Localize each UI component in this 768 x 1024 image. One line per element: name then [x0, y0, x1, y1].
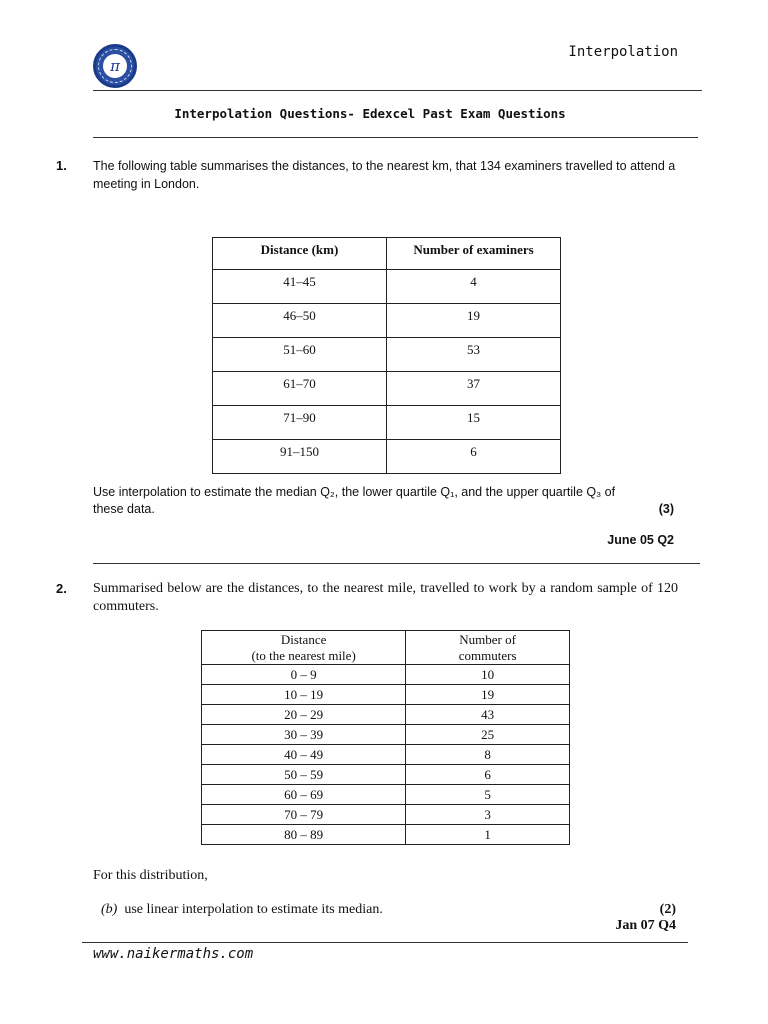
- table-row: [202, 685, 570, 705]
- question-2-part-b: [101, 901, 383, 919]
- table-cell: 5: [406, 785, 570, 805]
- question-1-instruction: Use interpolation to estimate the median Q₂, the lower quartile Q₁, and the upper quartile Q₃ of: [93, 485, 616, 499]
- table-header-examiners: Number of examiners: [387, 238, 561, 270]
- table-cell: 51–60: [213, 338, 387, 372]
- table-row: [213, 440, 561, 474]
- table-row: [202, 745, 570, 765]
- table-row: [213, 406, 561, 440]
- table-cell: 80 – 89: [202, 825, 406, 845]
- table-cell: 46–50: [213, 304, 387, 338]
- question-2-lead-in: For this distribution,: [93, 868, 208, 883]
- header-title: Interpolation: [568, 44, 678, 60]
- table-cell: 19: [387, 304, 561, 338]
- table-cell: 70 – 79: [202, 805, 406, 825]
- table-row: [213, 304, 561, 338]
- question-divider: [93, 563, 700, 564]
- question-2-marks: (2): [659, 902, 676, 917]
- table-cell: 91–150: [213, 440, 387, 474]
- table-cell: 71–90: [213, 406, 387, 440]
- table-cell: 10: [406, 665, 570, 685]
- table-cell: 60 – 69: [202, 785, 406, 805]
- part-label: (b): [101, 902, 118, 917]
- question-1-number: 1.: [56, 158, 67, 173]
- table-cell: 53: [387, 338, 561, 372]
- part-text: use linear interpolation to estimate its median.: [124, 902, 383, 917]
- question-1-source: June 05 Q2: [607, 533, 674, 547]
- table-cell: 25: [406, 725, 570, 745]
- question-2-table: [201, 630, 570, 845]
- table-cell: 20 – 29: [202, 705, 406, 725]
- table-header-row: [202, 631, 570, 665]
- table-row: [202, 665, 570, 685]
- naikermaths-logo: [93, 44, 137, 88]
- table-row: [213, 372, 561, 406]
- header-line: commuters: [458, 647, 517, 663]
- table-cell: 41–45: [213, 270, 387, 304]
- question-1-text: The following table summarises the distances, to the nearest km, that 134 examiners travelled to attend a meeting in London.: [93, 159, 676, 191]
- table-header-distance: [202, 631, 406, 665]
- table-cell: 4: [387, 270, 561, 304]
- question-2-text: Summarised below are the distances, to the nearest mile, travelled to work by a random sample of 120 commuters.: [93, 581, 678, 614]
- footer-url: www.naikermaths.com: [93, 946, 254, 962]
- header-line: Distance: [280, 631, 327, 647]
- header-rule: [93, 90, 702, 91]
- table-row: [202, 785, 570, 805]
- table-header-commuters: [406, 631, 570, 665]
- pi-icon: π: [103, 54, 127, 78]
- table-row: [202, 825, 570, 845]
- title-rule: [93, 137, 698, 138]
- table-cell: 3: [406, 805, 570, 825]
- table-cell: 6: [406, 765, 570, 785]
- table-row: [202, 705, 570, 725]
- table-cell: 37: [387, 372, 561, 406]
- table-cell: 40 – 49: [202, 745, 406, 765]
- table-cell: 8: [406, 745, 570, 765]
- table-cell: 1: [406, 825, 570, 845]
- table-row: [202, 725, 570, 745]
- table-row: [202, 765, 570, 785]
- table-cell: 15: [387, 406, 561, 440]
- footer-rule: [82, 942, 688, 943]
- table-cell: 61–70: [213, 372, 387, 406]
- table-cell: 0 – 9: [202, 665, 406, 685]
- table-cell: 50 – 59: [202, 765, 406, 785]
- table-header-distance: Distance (km): [213, 238, 387, 270]
- table-header-row: [213, 238, 561, 270]
- table-cell: 30 – 39: [202, 725, 406, 745]
- table-row: [213, 270, 561, 304]
- table-cell: 43: [406, 705, 570, 725]
- question-1-table: [212, 237, 561, 474]
- document-title: Interpolation Questions- Edexcel Past Exam Questions: [174, 106, 566, 121]
- question-2-source: Jan 07 Q4: [615, 918, 676, 933]
- table-row: [202, 805, 570, 825]
- table-cell: 6: [387, 440, 561, 474]
- question-1-marks: (3): [658, 502, 674, 516]
- table-cell: 10 – 19: [202, 685, 406, 705]
- table-cell: 19: [406, 685, 570, 705]
- table-row: [213, 338, 561, 372]
- header-line: (to the nearest mile): [251, 647, 356, 663]
- question-2-number: 2.: [56, 581, 67, 596]
- header-line: Number of: [459, 631, 516, 647]
- question-1-instruction-cont: these data.: [93, 502, 155, 516]
